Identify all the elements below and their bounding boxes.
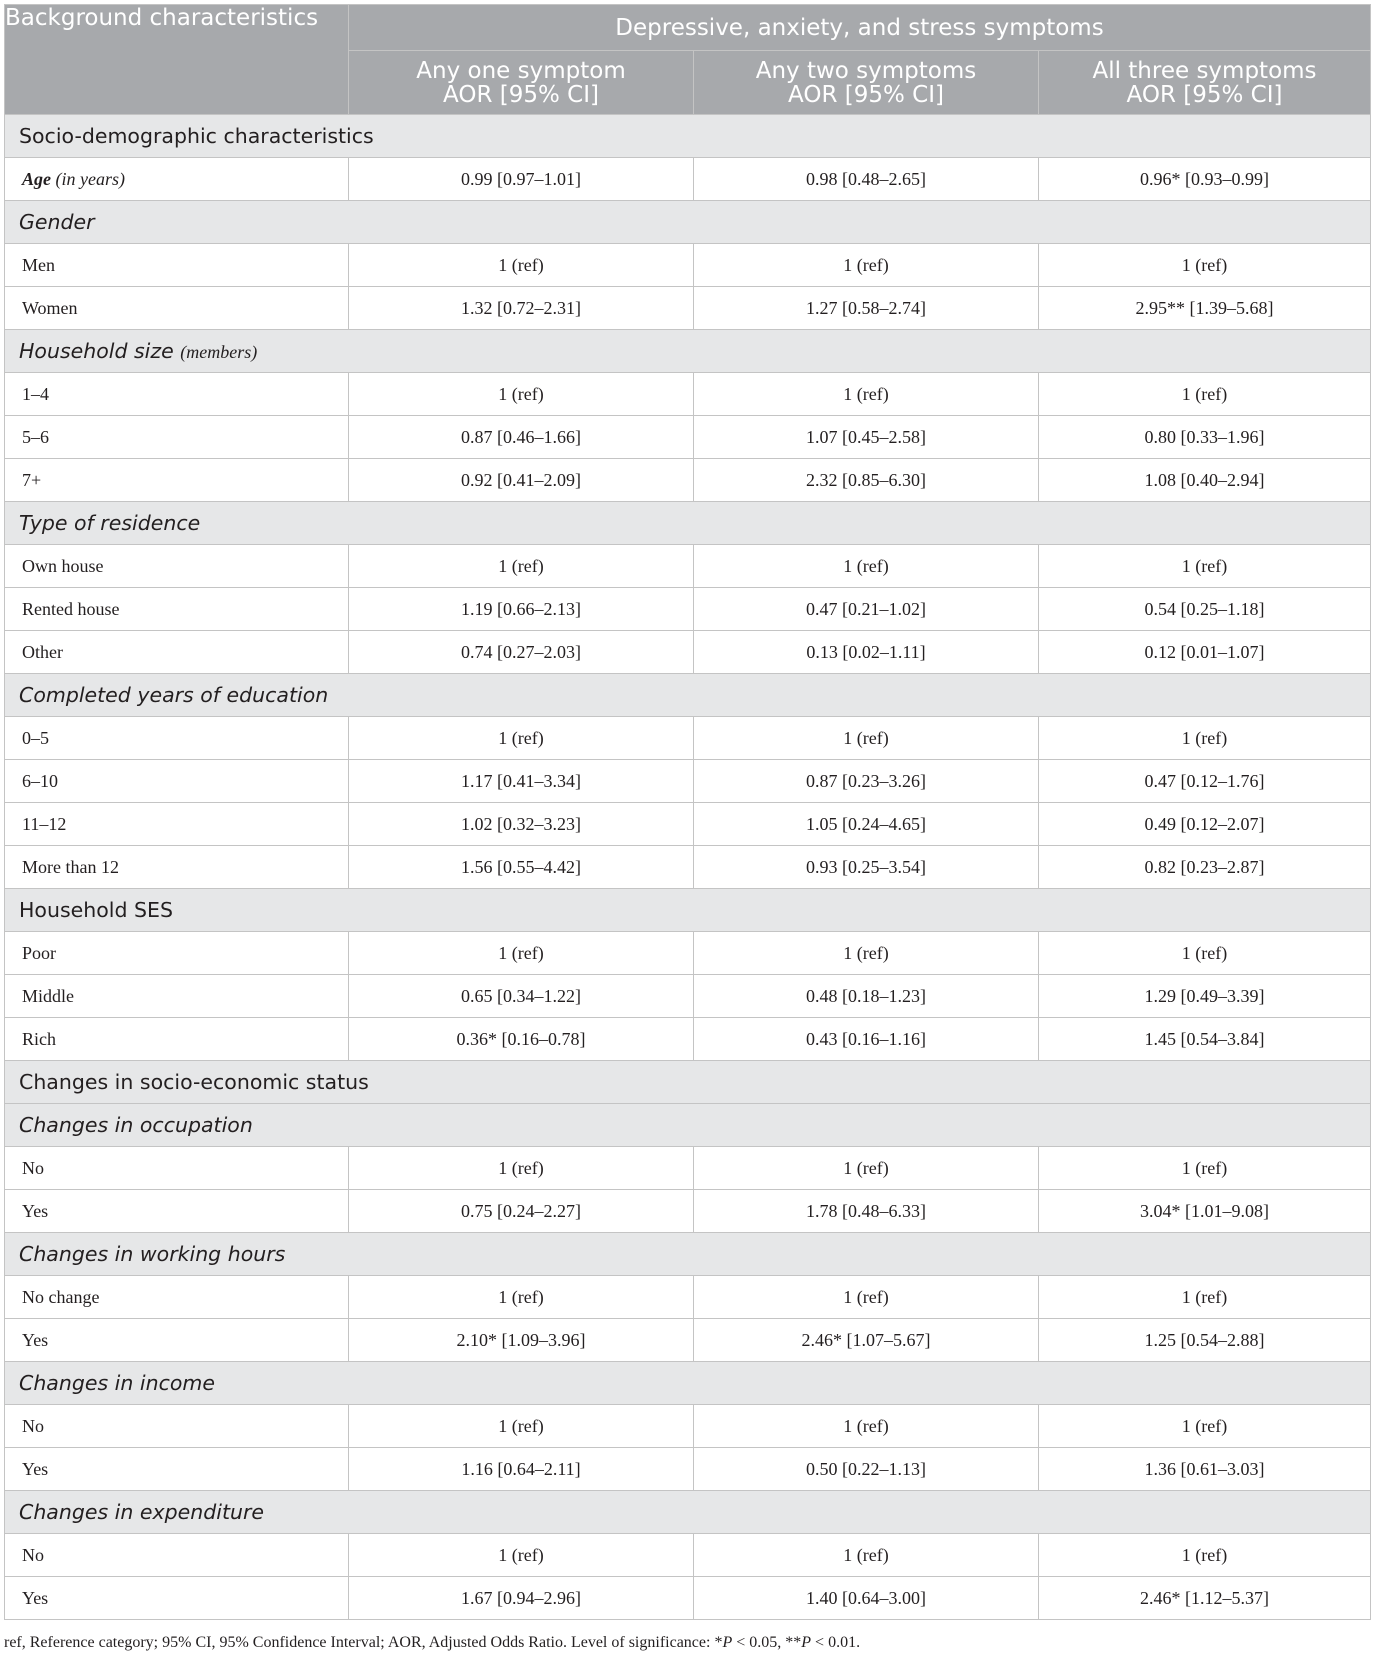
cell-all-three: 0.12 [0.01–1.07] xyxy=(1039,631,1371,674)
cell-all-three: 2.95** [1.39–5.68] xyxy=(1039,287,1371,330)
cell-any-one: 1.32 [0.72–2.31] xyxy=(349,287,694,330)
group-title-cell xyxy=(5,1104,1371,1147)
cell-any-two: 1 (ref) xyxy=(694,1405,1039,1448)
section-row-ses-changes xyxy=(5,1061,1371,1104)
table-row xyxy=(5,545,1371,588)
group-unit: (members) xyxy=(180,342,258,362)
header-col-title: Any two symptoms xyxy=(755,57,977,84)
row-label: 7+ xyxy=(5,459,349,502)
results-table xyxy=(4,4,1371,1620)
cell-any-two: 1 (ref) xyxy=(694,373,1039,416)
cell-all-three: 1.08 [0.40–2.94] xyxy=(1039,459,1371,502)
table-row xyxy=(5,1190,1371,1233)
cell-all-three: 0.96* [0.93–0.99] xyxy=(1039,158,1371,201)
row-label: No xyxy=(5,1147,349,1190)
header-col-metric: AOR [95% CI] xyxy=(443,81,599,108)
group-title-cell xyxy=(5,502,1371,545)
table-row xyxy=(5,803,1371,846)
header-col-metric: AOR [95% CI] xyxy=(788,81,944,108)
cell-all-three: 3.04* [1.01–9.08] xyxy=(1039,1190,1371,1233)
row-label: No change xyxy=(5,1276,349,1319)
cell-all-three: 1 (ref) xyxy=(1039,545,1371,588)
section-row-sociodemographic xyxy=(5,115,1371,158)
cell-any-one: 0.99 [0.97–1.01] xyxy=(349,158,694,201)
footnote-text: < 0.05, ** xyxy=(732,1634,802,1651)
footnote-p: P xyxy=(722,1634,733,1651)
cell-all-three: 1.25 [0.54–2.88] xyxy=(1039,1319,1371,1362)
cell-all-three: 1 (ref) xyxy=(1039,717,1371,760)
table-row xyxy=(5,631,1371,674)
group-title: Changes in expenditure xyxy=(19,1500,265,1524)
cell-all-three: 2.46* [1.12–5.37] xyxy=(1039,1577,1371,1620)
cell-any-one: 1 (ref) xyxy=(349,1405,694,1448)
cell-any-two: 1.40 [0.64–3.00] xyxy=(694,1577,1039,1620)
group-title-cell xyxy=(5,330,1371,373)
cell-any-one: 0.87 [0.46–1.66] xyxy=(349,416,694,459)
row-label: Own house xyxy=(5,545,349,588)
row-label-age xyxy=(5,158,349,201)
footnote-text: < 0.01. xyxy=(811,1634,861,1651)
cell-any-two: 0.48 [0.18–1.23] xyxy=(694,975,1039,1018)
row-label: Rented house xyxy=(5,588,349,631)
row-label: No xyxy=(5,1534,349,1577)
group-title: Changes in income xyxy=(19,1371,215,1395)
cell-any-one: 0.92 [0.41–2.09] xyxy=(349,459,694,502)
table-row-age xyxy=(5,158,1371,201)
cell-any-one: 1.16 [0.64–2.11] xyxy=(349,1448,694,1491)
cell-all-three: 1 (ref) xyxy=(1039,1534,1371,1577)
table-row xyxy=(5,459,1371,502)
table-row xyxy=(5,373,1371,416)
header-col-metric: AOR [95% CI] xyxy=(1126,81,1283,108)
cell-all-three: 1 (ref) xyxy=(1039,1276,1371,1319)
cell-any-two: 1 (ref) xyxy=(694,1534,1039,1577)
group-row-changes-in-working-hours xyxy=(5,1233,1371,1276)
cell-any-two: 1.27 [0.58–2.74] xyxy=(694,287,1039,330)
section-title: Socio-demographic characteristics xyxy=(5,115,1371,158)
cell-all-three: 1.36 [0.61–3.03] xyxy=(1039,1448,1371,1491)
group-title-cell xyxy=(5,201,1371,244)
cell-any-two: 0.93 [0.25–3.54] xyxy=(694,846,1039,889)
row-label: Yes xyxy=(5,1448,349,1491)
cell-any-one: 1 (ref) xyxy=(349,1147,694,1190)
table-row xyxy=(5,416,1371,459)
footnote-p: P xyxy=(801,1634,812,1651)
row-label: Rich xyxy=(5,1018,349,1061)
cell-any-two: 0.43 [0.16–1.16] xyxy=(694,1018,1039,1061)
cell-any-two: 2.32 [0.85–6.30] xyxy=(694,459,1039,502)
group-title: Completed years of education xyxy=(19,683,329,707)
table-row xyxy=(5,717,1371,760)
cell-any-one: 1 (ref) xyxy=(349,1534,694,1577)
row-label: Middle xyxy=(5,975,349,1018)
group-title: Changes in working hours xyxy=(19,1242,286,1266)
age-unit: (in years) xyxy=(55,168,125,189)
cell-all-three: 0.82 [0.23–2.87] xyxy=(1039,846,1371,889)
row-label: Yes xyxy=(5,1319,349,1362)
cell-any-one: 1.02 [0.32–3.23] xyxy=(349,803,694,846)
table-row xyxy=(5,287,1371,330)
group-title-cell xyxy=(5,1491,1371,1534)
group-title: Household size xyxy=(19,339,174,363)
cell-any-one: 0.65 [0.34–1.22] xyxy=(349,975,694,1018)
row-label: 6–10 xyxy=(5,760,349,803)
cell-all-three: 0.49 [0.12–2.07] xyxy=(1039,803,1371,846)
cell-all-three: 1 (ref) xyxy=(1039,373,1371,416)
group-row-changes-in-expenditure xyxy=(5,1491,1371,1534)
cell-any-two: 1 (ref) xyxy=(694,932,1039,975)
cell-any-two: 1.78 [0.48–6.33] xyxy=(694,1190,1039,1233)
header-background-characteristics: Background characteristics xyxy=(5,5,349,115)
cell-any-one: 0.74 [0.27–2.03] xyxy=(349,631,694,674)
cell-all-three: 0.80 [0.33–1.96] xyxy=(1039,416,1371,459)
cell-all-three: 0.47 [0.12–1.76] xyxy=(1039,760,1371,803)
row-label: Yes xyxy=(5,1577,349,1620)
group-title-cell xyxy=(5,1362,1371,1405)
group-title: Gender xyxy=(19,210,95,234)
table-row xyxy=(5,1577,1371,1620)
cell-any-two: 1.07 [0.45–2.58] xyxy=(694,416,1039,459)
table-row xyxy=(5,975,1371,1018)
row-label: Women xyxy=(5,287,349,330)
row-label: More than 12 xyxy=(5,846,349,889)
cell-any-two: 0.13 [0.02–1.11] xyxy=(694,631,1039,674)
group-title-cell xyxy=(5,674,1371,717)
header-all-three-symptoms xyxy=(1039,51,1371,115)
cell-any-one: 1.19 [0.66–2.13] xyxy=(349,588,694,631)
cell-any-one: 1.67 [0.94–2.96] xyxy=(349,1577,694,1620)
cell-any-two: 2.46* [1.07–5.67] xyxy=(694,1319,1039,1362)
header-col-title: All three symptoms xyxy=(1092,57,1317,84)
table-header xyxy=(5,5,1371,115)
cell-all-three: 1.45 [0.54–3.84] xyxy=(1039,1018,1371,1061)
group-title: Changes in occupation xyxy=(19,1113,253,1137)
table-row xyxy=(5,1147,1371,1190)
group-title: Household SES xyxy=(19,898,173,922)
age-label: Age xyxy=(22,168,51,189)
group-row-completed-years-of-education xyxy=(5,674,1371,717)
cell-all-three: 1 (ref) xyxy=(1039,932,1371,975)
table-body xyxy=(5,115,1371,1620)
cell-all-three: 0.54 [0.25–1.18] xyxy=(1039,588,1371,631)
table-row xyxy=(5,1534,1371,1577)
header-any-two-symptoms xyxy=(694,51,1039,115)
group-title-cell xyxy=(5,1233,1371,1276)
cell-any-two: 0.98 [0.48–2.65] xyxy=(694,158,1039,201)
table-footnote xyxy=(4,1634,860,1652)
footnote-text: ref, Reference category; 95% CI, 95% Confidence Interval; AOR, Adjusted Odds Ratio. Level of significance: * xyxy=(4,1634,723,1651)
cell-any-one: 2.10* [1.09–3.96] xyxy=(349,1319,694,1362)
row-label: No xyxy=(5,1405,349,1448)
table-row xyxy=(5,1018,1371,1061)
row-label: 11–12 xyxy=(5,803,349,846)
row-label: Other xyxy=(5,631,349,674)
cell-any-two: 1.05 [0.24–4.65] xyxy=(694,803,1039,846)
cell-all-three: 1 (ref) xyxy=(1039,1147,1371,1190)
cell-any-two: 1 (ref) xyxy=(694,244,1039,287)
cell-any-one: 1 (ref) xyxy=(349,545,694,588)
cell-any-one: 1.17 [0.41–3.34] xyxy=(349,760,694,803)
group-title: Type of residence xyxy=(19,511,201,535)
header-col-title: Any one symptom xyxy=(416,57,626,84)
table-row xyxy=(5,244,1371,287)
row-label: Yes xyxy=(5,1190,349,1233)
cell-any-two: 1 (ref) xyxy=(694,1276,1039,1319)
cell-any-one: 1 (ref) xyxy=(349,244,694,287)
row-label: 0–5 xyxy=(5,717,349,760)
group-row-household-size xyxy=(5,330,1371,373)
cell-any-one: 1 (ref) xyxy=(349,932,694,975)
cell-all-three: 1 (ref) xyxy=(1039,1405,1371,1448)
row-label: 5–6 xyxy=(5,416,349,459)
table-row xyxy=(5,1448,1371,1491)
table-row xyxy=(5,588,1371,631)
cell-any-two: 1 (ref) xyxy=(694,717,1039,760)
group-row-type-of-residence xyxy=(5,502,1371,545)
group-row-changes-in-income xyxy=(5,1362,1371,1405)
cell-any-two: 1 (ref) xyxy=(694,1147,1039,1190)
header-group-title: Depressive, anxiety, and stress symptoms xyxy=(349,5,1371,51)
cell-any-one: 1 (ref) xyxy=(349,373,694,416)
cell-any-one: 1.56 [0.55–4.42] xyxy=(349,846,694,889)
header-any-one-symptom xyxy=(349,51,694,115)
group-row-changes-in-occupation xyxy=(5,1104,1371,1147)
cell-any-two: 0.50 [0.22–1.13] xyxy=(694,1448,1039,1491)
cell-all-three: 1.29 [0.49–3.39] xyxy=(1039,975,1371,1018)
table-row xyxy=(5,1405,1371,1448)
table-row xyxy=(5,1276,1371,1319)
cell-any-one: 0.36* [0.16–0.78] xyxy=(349,1018,694,1061)
cell-any-two: 0.87 [0.23–3.26] xyxy=(694,760,1039,803)
table-row xyxy=(5,760,1371,803)
row-label: Poor xyxy=(5,932,349,975)
cell-any-two: 1 (ref) xyxy=(694,545,1039,588)
table-row xyxy=(5,932,1371,975)
section-title: Changes in socio-economic status xyxy=(5,1061,1371,1104)
cell-any-two: 0.47 [0.21–1.02] xyxy=(694,588,1039,631)
row-label: 1–4 xyxy=(5,373,349,416)
cell-any-one: 1 (ref) xyxy=(349,717,694,760)
row-label: Men xyxy=(5,244,349,287)
group-title-cell xyxy=(5,889,1371,932)
table-row xyxy=(5,1319,1371,1362)
group-row-gender xyxy=(5,201,1371,244)
cell-any-one: 0.75 [0.24–2.27] xyxy=(349,1190,694,1233)
table-row xyxy=(5,846,1371,889)
group-row-household-ses xyxy=(5,889,1371,932)
cell-any-one: 1 (ref) xyxy=(349,1276,694,1319)
cell-all-three: 1 (ref) xyxy=(1039,244,1371,287)
